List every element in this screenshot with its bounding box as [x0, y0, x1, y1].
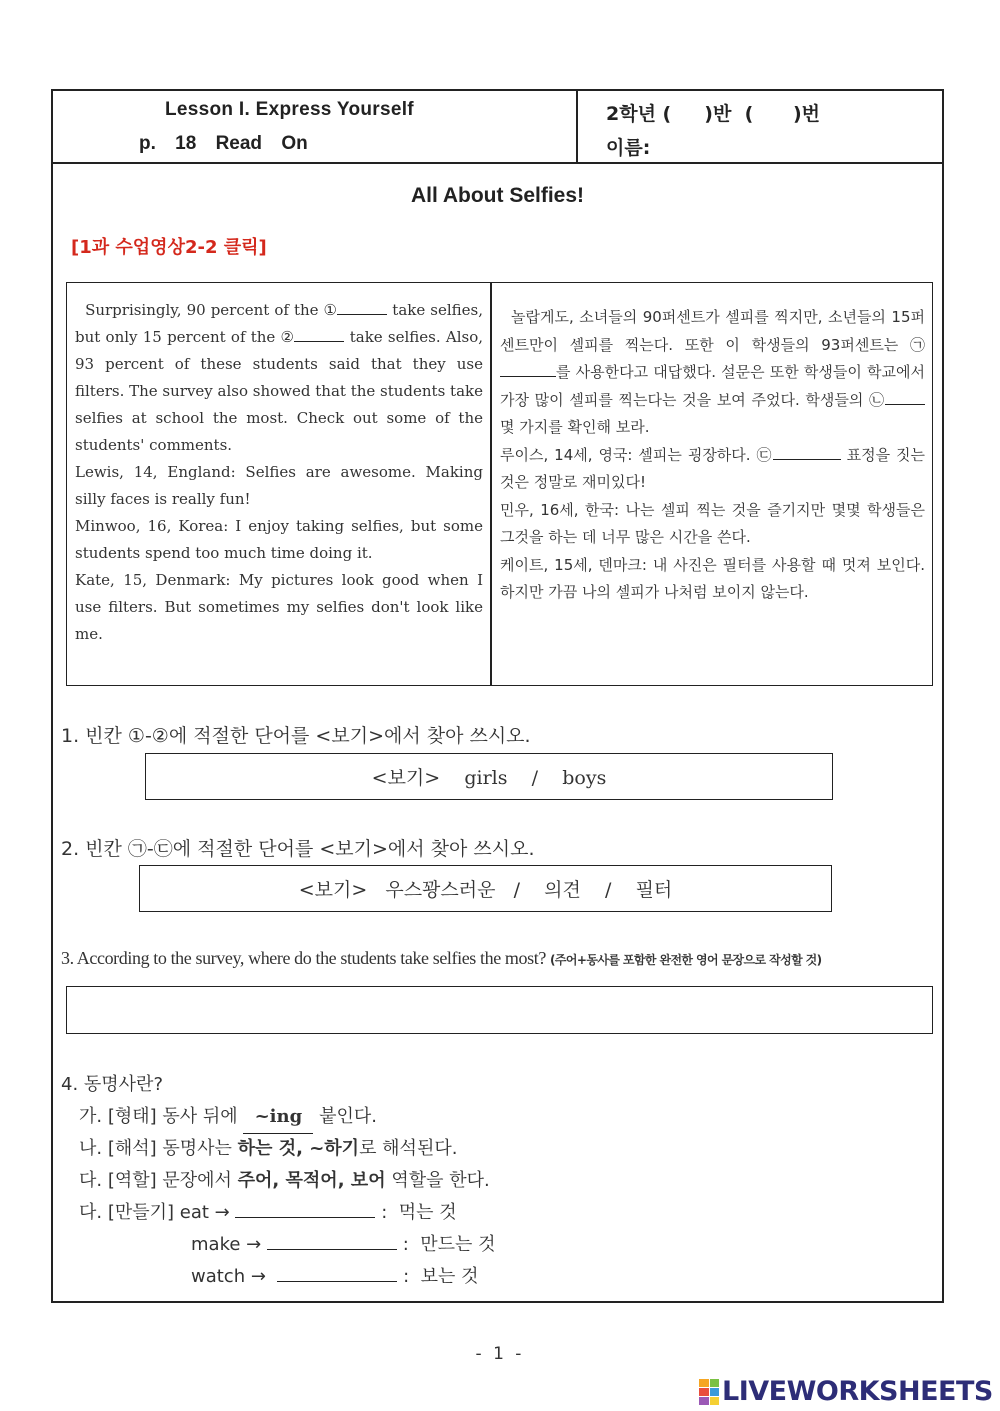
korean-comment-kate: 케이트, 15세, 덴마크: 내 사진은 필터를 사용할 때 멋져 보인다. 하지만 가끔 나의 셀피가 나처럼 보이지 않는다.	[500, 555, 925, 601]
text-span: 하는 것, ~하기	[237, 1138, 360, 1159]
question-1: 1. 빈칸 ①-②에 적절한 단어를 <보기>에서 찾아 쓰시오.	[61, 725, 531, 747]
english-text	[75, 297, 483, 648]
blank-b[interactable]	[885, 390, 925, 405]
worksheet-frame	[51, 89, 944, 1303]
text-span: 가. [형태] 동사 뒤에	[79, 1106, 244, 1127]
gerund-interpretation	[79, 1133, 457, 1165]
blank-c[interactable]	[773, 445, 841, 460]
text-span: 다. [만들기] eat →	[79, 1202, 230, 1223]
text-span: watch →	[191, 1266, 266, 1287]
blank-a[interactable]	[500, 362, 556, 377]
logo-icon	[699, 1379, 719, 1405]
text-span: make →	[191, 1234, 262, 1255]
lesson-title: Lesson I. Express Yourself	[165, 99, 414, 120]
page-title: All About Selfies!	[410, 184, 585, 207]
text-span: 역할을 한다.	[385, 1170, 490, 1191]
grade-class-number: 2학년 ( )반 ( )번	[606, 103, 820, 125]
text-span: 붙인다.	[313, 1106, 377, 1127]
text-span: : 보는 것	[403, 1266, 479, 1287]
blank-1[interactable]	[337, 300, 387, 315]
make-eat	[79, 1197, 457, 1229]
watch-blank[interactable]	[277, 1263, 397, 1282]
make-make	[191, 1229, 495, 1261]
name-label: 이름:	[606, 137, 651, 159]
page-reference: p. 18 Read On	[139, 133, 308, 154]
question-4-title: 4. 동명사란?	[61, 1074, 164, 1095]
question-3-note: (주어+동사를 포함한 완전한 영어 문장으로 작성할 것)	[550, 953, 822, 967]
question-2: 2. 빈칸 ㉠-㉢에 적절한 단어를 <보기>에서 찾아 쓰시오.	[61, 838, 535, 860]
text-span: Surprisingly, 90 percent of the ①	[85, 301, 338, 319]
text-span: take selfies, but only 15 percent of the ②	[75, 301, 483, 346]
text-span: take selfies. Also, 93 percent of these students said that they use filters. The survey also showed that the students take selfies at school the most. Check out some of the students' comments.	[75, 328, 483, 454]
liveworksheets-logo	[699, 1376, 993, 1407]
korean-comment-lewis	[500, 442, 925, 497]
gerund-role	[79, 1165, 490, 1197]
gerund-form	[79, 1101, 377, 1134]
korean-paragraph	[500, 304, 925, 442]
korean-text	[500, 304, 925, 607]
page-number: - 1 -	[475, 1344, 525, 1364]
korean-comment-minwoo: 민우, 16세, 한국: 나는 셀피 찍는 것을 즐기지만 몇몇 학생들은 그것을 하는 데 너무 많은 시간을 쓴다.	[500, 500, 925, 546]
text-span: 를 사용한다고 대답했다. 설문은 또한 학생들이 학교에서 가장 많이 셀피를 찍는다는 것을 보여 주었다. 학생들의 ㉡	[500, 363, 925, 409]
make-blank[interactable]	[267, 1231, 397, 1250]
text-span: 루이스, 14세, 영국: 셀피는 굉장하다. ㉢	[500, 445, 773, 464]
text-span: 몇 가지를 확인해 보라.	[500, 418, 650, 436]
text-span: 로 해석된다.	[359, 1138, 458, 1159]
question-3-text: 3. According to the survey, where do the students take selfies the most?	[61, 948, 546, 968]
comment-lewis: Lewis, 14, England: Selfies are awesome. Making silly faces is really fun!	[75, 463, 483, 508]
question-3	[61, 948, 822, 969]
text-span: 놀랍게도, 소녀들의 90퍼센트가 셀피를 찍지만, 소년들의 15퍼센트만이 셀피를 찍는다. 또한 이 학생들의 93퍼센트는 ㉠	[500, 308, 926, 354]
text-span: 다. [역할] 문장에서	[79, 1170, 238, 1191]
english-paragraph	[75, 297, 483, 459]
answer-input-3[interactable]	[66, 986, 933, 1034]
text-span: : 먹는 것	[381, 1202, 457, 1223]
comment-minwoo: Minwoo, 16, Korea: I enjoy taking selfies, but some students spend too much time doing it.	[75, 517, 483, 562]
video-link[interactable]: [1과 수업영상2-2 클릭]	[71, 237, 267, 258]
make-watch	[191, 1261, 479, 1293]
eat-blank[interactable]	[235, 1199, 375, 1218]
blank-2[interactable]	[294, 327, 344, 342]
bogi-box-1: <보기> girls / boys	[145, 753, 833, 800]
logo-text: LIVEWORKSHEETS	[722, 1376, 993, 1407]
column-divider	[490, 283, 492, 685]
bogi-box-2: <보기> 우스꽝스러운 / 의견 / 필터	[139, 865, 832, 912]
reading-passage	[66, 282, 933, 686]
header-divider	[576, 91, 578, 162]
text-span: 주어, 목적어, 보어	[237, 1170, 386, 1191]
form-answer: ~ing	[243, 1101, 313, 1134]
text-span: 나. [해석] 동명사는	[79, 1138, 238, 1159]
comment-kate: Kate, 15, Denmark: My pictures look good when I use filters. But sometimes my selfies don't look like me.	[75, 571, 483, 643]
header	[53, 91, 942, 164]
text-span: 표정을 짓는 것은 정말로 재미있다!	[500, 445, 925, 491]
text-span: : 만드는 것	[402, 1234, 496, 1255]
